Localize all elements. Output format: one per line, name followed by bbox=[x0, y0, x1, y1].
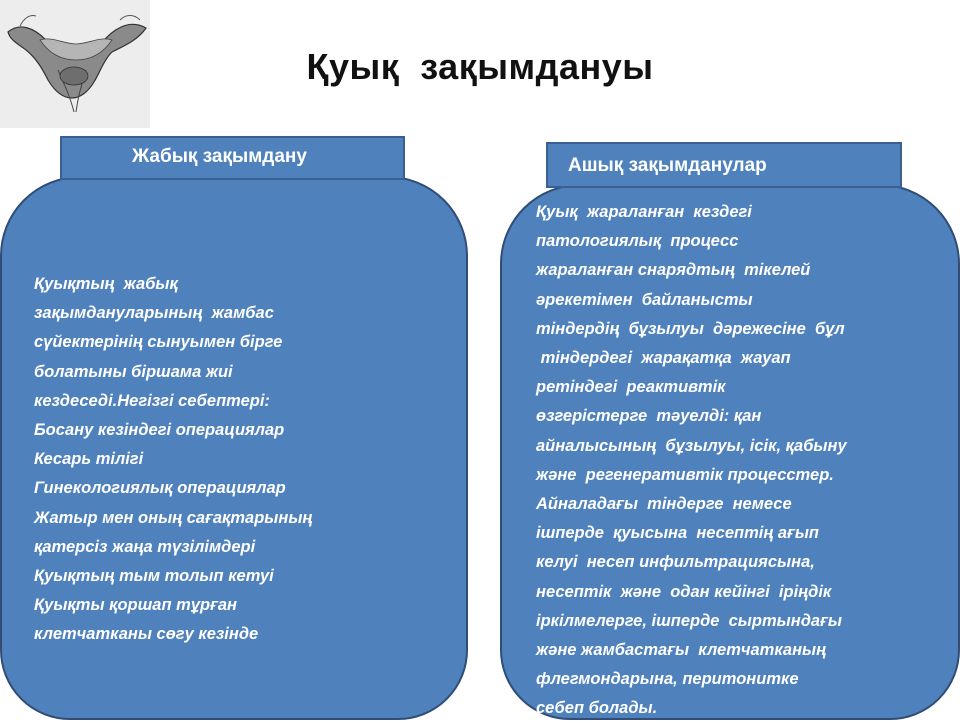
open-injuries-panel bbox=[500, 184, 960, 720]
panel-text-line: келуі несеп инфильтрациясына, bbox=[536, 553, 815, 572]
panel-text-line: және регенеративтік процесстер. bbox=[536, 465, 834, 484]
panel-text-line: іркілмелерге, ішперде сыртындағы bbox=[536, 611, 842, 630]
bladder-illustration bbox=[0, 0, 150, 128]
panel-text-line: несептік және одан кейінгі іріңдік bbox=[536, 582, 832, 601]
panel-text-line: Босану кезіндегі операциялар bbox=[34, 421, 285, 440]
panel-text-line: Жатыр мен оның сағақтарының bbox=[34, 508, 313, 527]
panel-text-line: қатерсіз жаңа түзілімдері bbox=[34, 537, 256, 556]
panel-text-line: Қуық жараланған кездегі bbox=[536, 203, 752, 221]
panel-text-line: Айналадағы тіндерге немесе bbox=[536, 495, 792, 514]
closed-injury-panel bbox=[0, 176, 468, 720]
panel-text-line: Қуықты қоршап тұрған bbox=[34, 596, 237, 615]
panel-text-line: айналысының бұзылуы, ісік, қабыну bbox=[536, 436, 847, 455]
panel-text-line: ішперде қуысына несептің ағып bbox=[536, 524, 820, 543]
panel-text-line: өзгерістерге тәуелді: қан bbox=[536, 407, 762, 426]
panel-text-line: Қуықтың тым толып кетуі bbox=[34, 567, 274, 586]
panel-text-line: кездеседі.Негізгі себептері: bbox=[34, 391, 270, 410]
page-title: Қуық зақымдануы bbox=[306, 46, 654, 87]
closed-injury-tab: Жабық зақымдану bbox=[60, 136, 405, 180]
panel-text-line: патологиялық процесс bbox=[536, 232, 739, 251]
panel-text-line: клетчатканы сөгу кезінде bbox=[34, 625, 259, 644]
panel-text-line: себеп болады. bbox=[536, 699, 658, 718]
panel-text-line: әрекетімен байланысты bbox=[536, 290, 753, 309]
panel-text-line: флегмондарына, перитонитке bbox=[536, 670, 799, 689]
panel-text-line: жараланған снарядтың тікелей bbox=[536, 261, 811, 280]
open-injuries-tab: Ашық зақымданулар bbox=[546, 142, 902, 188]
panel-text-line: болатыны біршама жиі bbox=[34, 362, 233, 381]
panel-text-line: және жамбастағы клетчатканың bbox=[536, 641, 827, 660]
panel-text-line: Кесарь тілігі bbox=[34, 450, 144, 469]
panel-text-line: тіндердегі жарақатқа жауап bbox=[536, 349, 791, 368]
panel-text-line: зақымдануларының жамбас bbox=[34, 304, 274, 323]
panel-text-line: тіндердің бұзылуы дәрежесіне бұл bbox=[536, 319, 845, 338]
panel-text-line: Қуықтың жабық bbox=[34, 275, 178, 293]
panel-text-line: ретіндегі реактивтік bbox=[536, 378, 726, 397]
panel-text-line: Гинекологиялық операциялар bbox=[34, 479, 286, 498]
bladder-anatomy-icon bbox=[0, 0, 150, 128]
panel-text-line: сүйектерінің сынуымен бірге bbox=[34, 333, 283, 352]
